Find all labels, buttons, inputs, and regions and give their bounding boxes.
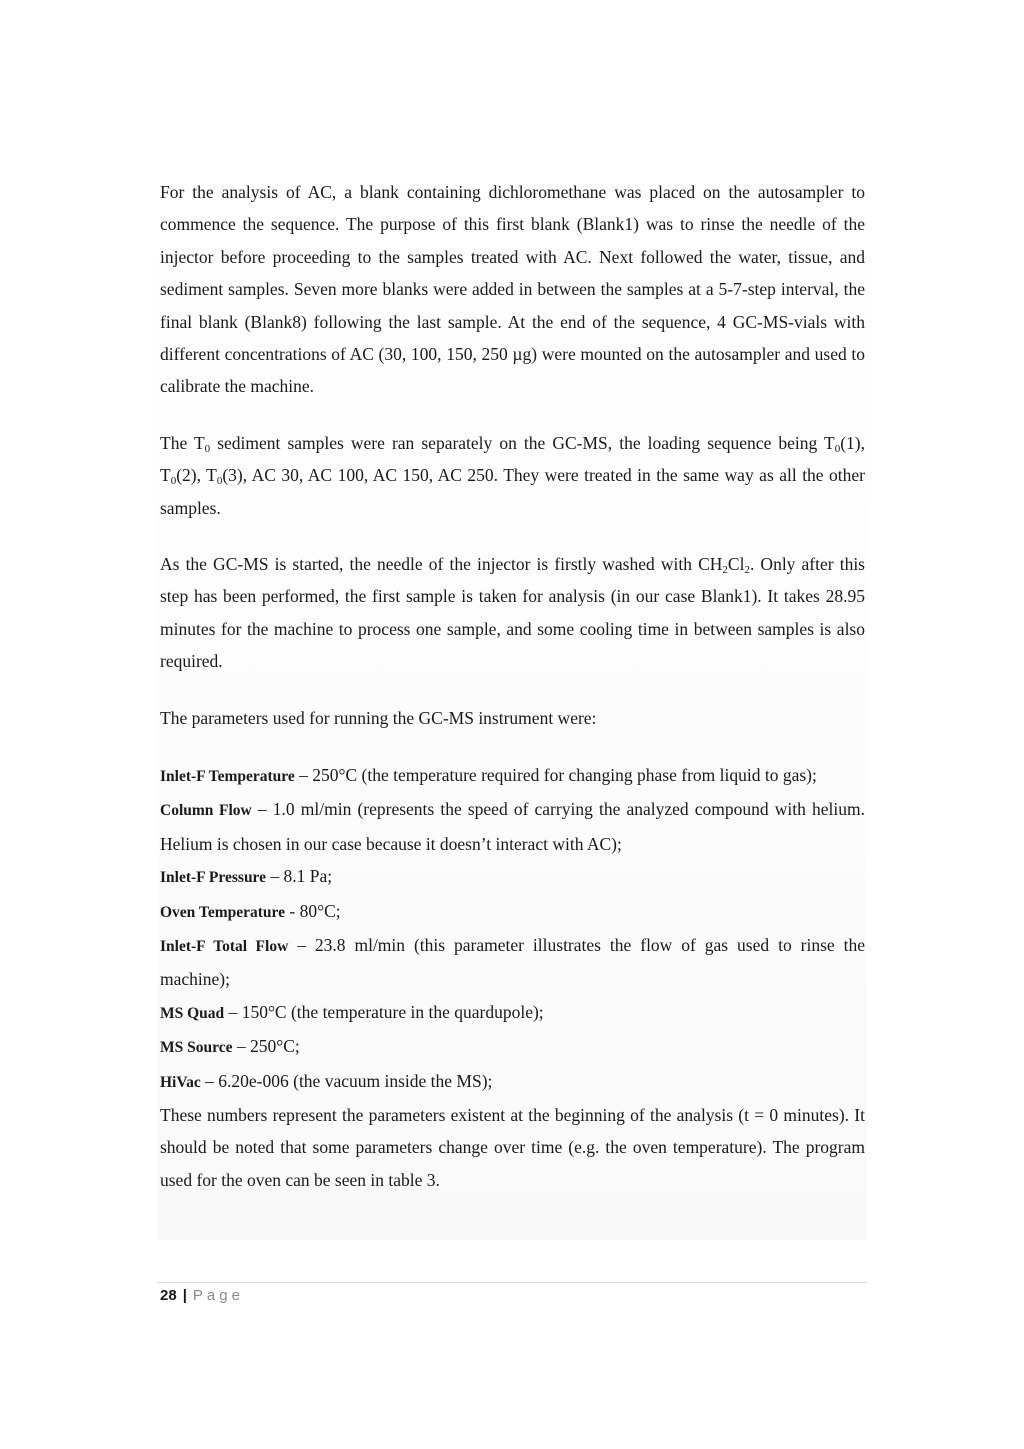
parameter-item [160, 759, 865, 793]
paragraph-t0-samples [160, 427, 865, 524]
parameter-name: Inlet-F Total Flow [160, 938, 289, 956]
parameter-item [160, 1065, 865, 1099]
parameter-item [160, 996, 865, 1030]
parameter-name: Column Flow [160, 802, 252, 820]
paragraph-gcms-start [160, 548, 865, 678]
parameter-name: MS Quad [160, 1004, 225, 1022]
parameter-value: - 80°C; [285, 900, 341, 921]
footer-divider [157, 1282, 867, 1283]
paragraph-text: The $T_0$ sediment samples were ran separately on the GC-MS, the loading sequence being $T_0(1)$, $T_0(2)$, $T_0(3)$, AC 30, AC 100, AC 150, AC 250. They were treated in the same way as all the other samples. [160, 433, 866, 518]
page-number: 28 [160, 1287, 177, 1304]
paragraph-text: The parameters used for running the GC-MS instrument were: [160, 708, 597, 728]
parameter-value: – 250°C; [232, 1036, 300, 1057]
parameter-name: MS Source [160, 1039, 233, 1057]
parameter-value: – 1.0 ml/min (represents the speed of carrying the analyzed compound with helium. Helium is chosen in our case because it doesn’t interact with AC); [160, 799, 865, 854]
parameter-name: HiVac [160, 1073, 201, 1091]
footer-separator: | [182, 1287, 187, 1304]
paragraph-parameters-intro [160, 702, 865, 734]
parameter-value: – 8.1 Pa; [266, 866, 333, 887]
closing-paragraph: These numbers represent the parameters existent at the beginning of the analysis (t = 0 minutes). It should be noted that some parameters change over time (e.g. the oven temperature). The program used for the oven can be seen in table 3. [160, 1105, 865, 1190]
parameter-name: Oven Temperature [160, 903, 285, 921]
paragraph-analysis-of-ac [160, 176, 865, 403]
parameter-item [160, 860, 865, 894]
paragraph-text: As the GC-MS is started, the needle of the injector is firstly washed with $CH_2Cl_2$. Only after this step has been performed, the first sample is taken for analysis (in our case Blank1). It takes 28.95 minutes for the machine to process one sample, and some cooling time in between samples is also required. [160, 554, 865, 672]
page-footer [160, 1286, 244, 1306]
parameter-value: – 150°C (the temperature in the quardupole); [224, 1001, 544, 1022]
parameter-list [160, 759, 865, 1196]
paragraph-text: For the analysis of AC, a blank containing dichloromethane was placed on the autosampler to commence the sequence. The purpose of this first blank (Blank1) was to rinse the needle of the injector before proceeding to the samples treated with AC. Next followed the water, tissue, and sediment samples. Seven more blanks were added in between the samples at a 5-7-step interval, the final blank (Blank8) following the last sample. At the end of the sequence, 4 GC-MS-vials with different concentrations of AC (30, 100, 150, 250 µg) were mounted on the autosampler and used to calibrate the machine. [160, 182, 865, 397]
parameter-name: Inlet-F Temperature [160, 768, 295, 785]
parameter-item [160, 793, 865, 860]
parameter-item [160, 929, 865, 996]
parameter-name: Inlet-F Pressure [160, 869, 267, 887]
parameter-item [160, 895, 865, 929]
parameter-value: – 250°C (the temperature required for changing phase from liquid to gas); [294, 765, 817, 785]
page-label: Page [192, 1287, 244, 1304]
parameter-value: – 23.8 ml/min (this parameter illustrates the flow of gas used to rinse the machine); [160, 935, 865, 990]
parameter-item [160, 1030, 865, 1064]
parameter-value: – 6.20e-006 (the vacuum inside the MS); [200, 1070, 493, 1091]
